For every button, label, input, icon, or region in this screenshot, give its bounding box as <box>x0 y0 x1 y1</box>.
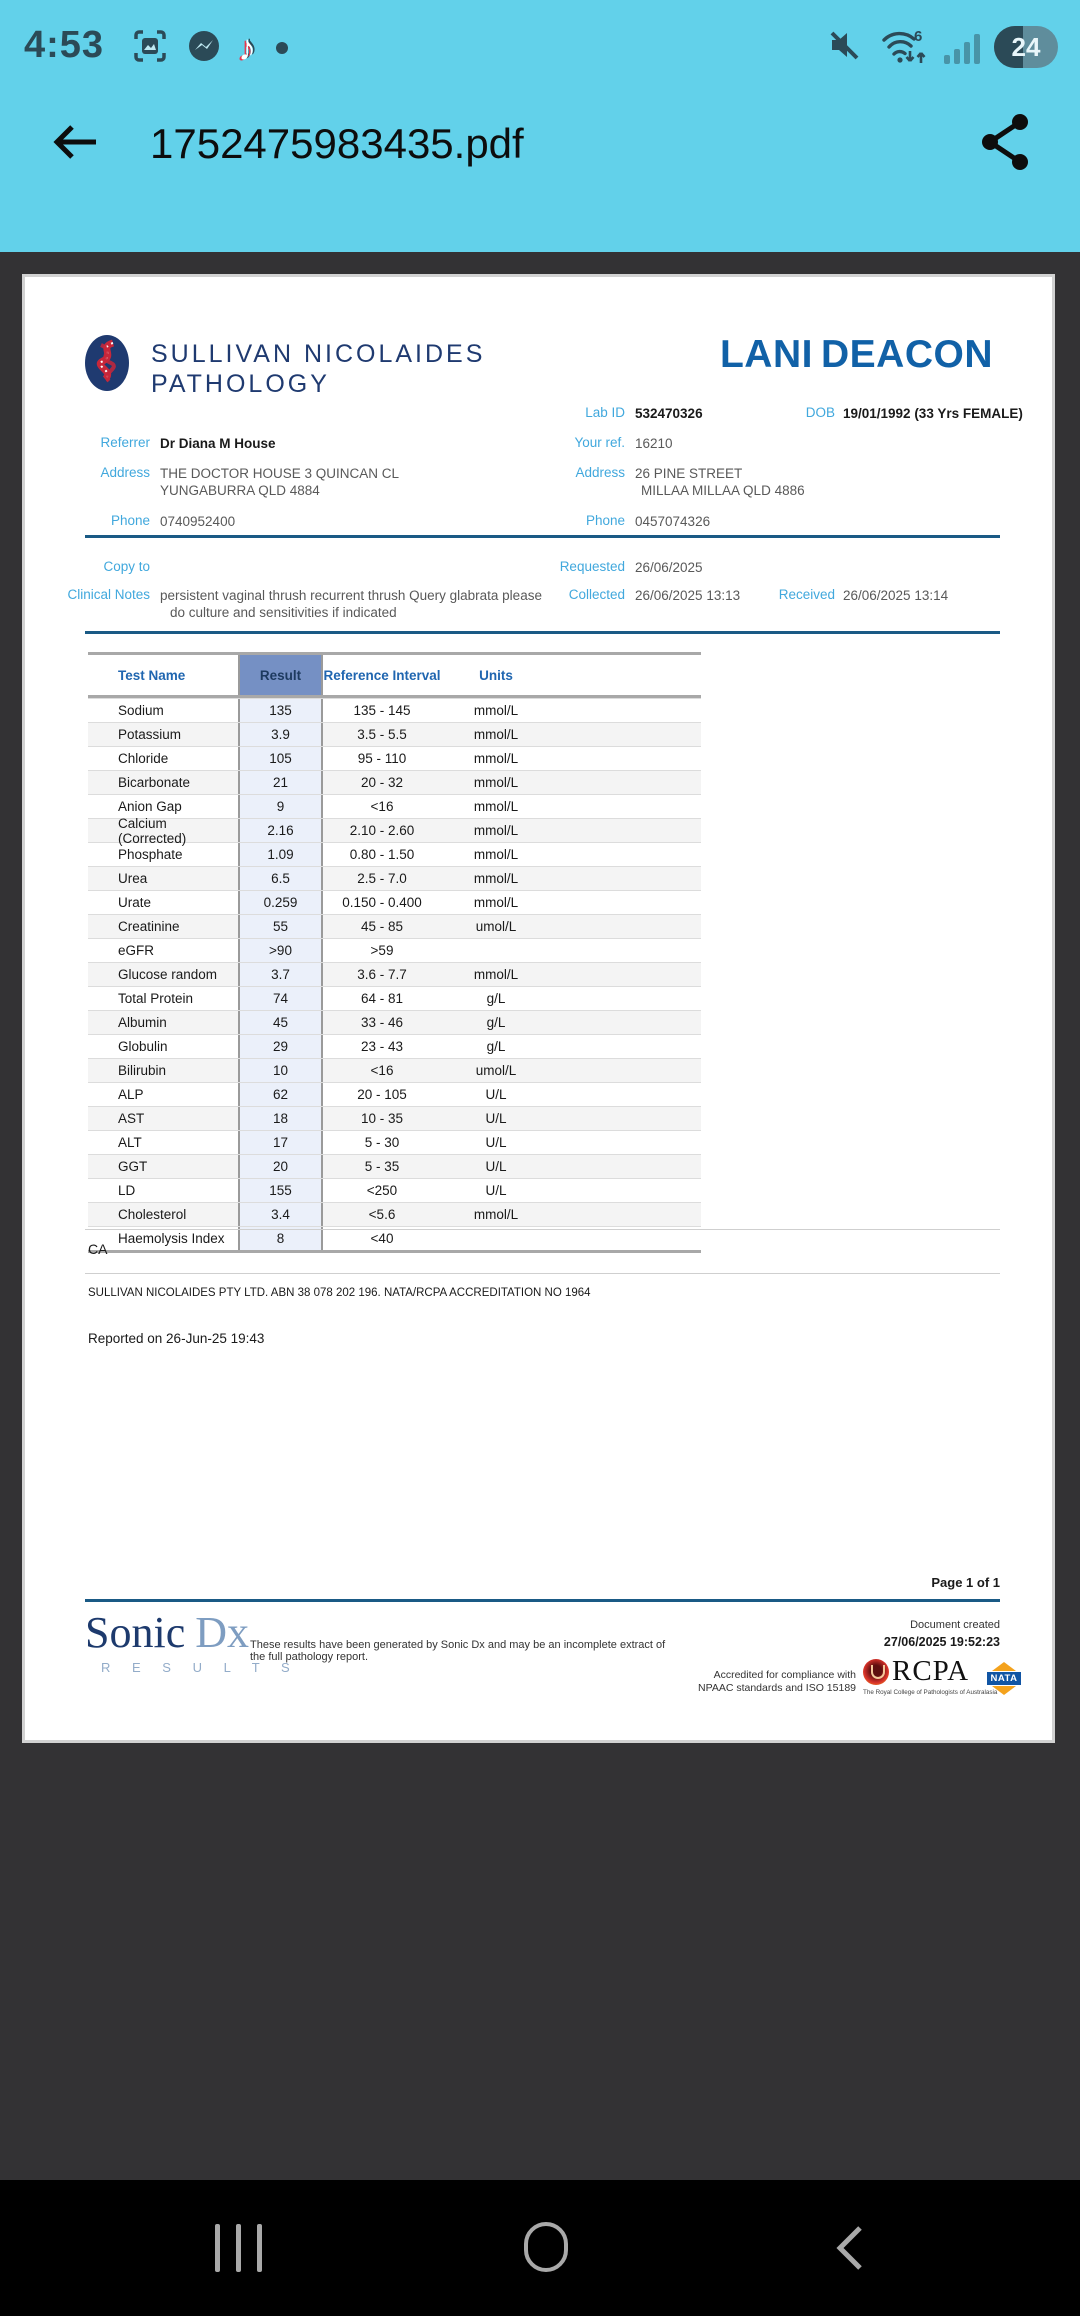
requested-value: 26/06/2025 <box>635 560 703 575</box>
cell-name: LD <box>118 1183 136 1198</box>
lab-name <box>151 335 485 399</box>
cell-ref: >59 <box>370 943 394 958</box>
cell-result: >90 <box>238 939 323 962</box>
cell-units: U/L <box>485 1183 507 1198</box>
battery-icon <box>994 26 1058 68</box>
cell-name: ALT <box>118 1135 142 1150</box>
your-ref-label: Your ref. <box>574 435 625 450</box>
lab-id-value: 532470326 <box>635 406 703 421</box>
notification-icons <box>130 26 288 70</box>
cell-units: U/L <box>485 1135 507 1150</box>
home-button[interactable] <box>524 2222 568 2272</box>
cell-name: Total Protein <box>118 991 194 1006</box>
cell-ref: 20 - 32 <box>360 775 404 790</box>
header-result: Result <box>238 655 323 695</box>
lab-name-line2: PATHOLOGY <box>151 370 330 398</box>
table-row <box>88 746 701 770</box>
footer-disclaimer: These results have been generated by Sonic Dx and may be an incomplete extract of the full pathology report. <box>250 1639 666 1663</box>
cell-ref: 3.5 - 5.5 <box>357 727 407 742</box>
cell-name: Urate <box>118 895 152 910</box>
results-table-body <box>88 698 701 1250</box>
referrer-label: Referrer <box>100 435 150 450</box>
patient-phone-value: 0457074326 <box>635 514 711 529</box>
patient-address-line1: 26 PINE STREET <box>635 466 743 481</box>
table-row <box>88 962 701 986</box>
patient-last-name: DEACON <box>820 333 993 376</box>
referrer-address-line1: THE DOCTOR HOUSE 3 QUINCAN CL <box>160 466 400 481</box>
cell-name: Cholesterol <box>118 1207 187 1222</box>
cell-result: 135 <box>238 699 323 722</box>
nav-back-button[interactable] <box>828 2222 872 2274</box>
android-nav-bar <box>0 2180 1080 2316</box>
cell-name: Haemolysis Index <box>118 1231 225 1246</box>
cell-name: Calcium (Corrected) <box>118 815 187 846</box>
rule-line <box>85 1229 1000 1230</box>
cell-ref: 64 - 81 <box>360 991 404 1006</box>
referrer-address-label: Address <box>100 465 150 480</box>
top-bar-background <box>0 0 1080 252</box>
ca-note: CA <box>88 1241 108 1257</box>
rcpa-subtitle: The Royal College of Pathologists of Australasia <box>863 1689 998 1696</box>
cell-units <box>441 939 551 962</box>
referrer-address-line2: YUNGABURRA QLD 4884 <box>160 483 320 498</box>
cell-result: 6.5 <box>238 867 323 890</box>
table-row <box>88 1154 701 1178</box>
cell-ref: <16 <box>370 799 394 814</box>
results-table-header <box>88 655 701 698</box>
cell-result: 0.259 <box>238 891 323 914</box>
table-row <box>88 1034 701 1058</box>
cell-result: 2.16 <box>238 819 323 842</box>
cell-name: Phosphate <box>118 847 183 862</box>
cell-ref: <250 <box>366 1183 398 1198</box>
table-row <box>88 1130 701 1154</box>
snp-helix-icon <box>85 335 129 391</box>
table-row <box>88 938 701 962</box>
table-row <box>88 770 701 794</box>
cell-name: Chloride <box>118 751 169 766</box>
pdf-page <box>25 277 1052 1740</box>
snp-logo <box>85 335 485 399</box>
table-row <box>88 794 701 818</box>
clock: 4:53 <box>24 24 105 66</box>
header-reference-interval: Reference Interval <box>323 667 441 683</box>
cell-name: Bicarbonate <box>118 775 191 790</box>
cell-units: U/L <box>485 1087 507 1102</box>
cell-units: mmol/L <box>473 727 519 742</box>
your-ref-value: 16210 <box>635 436 673 451</box>
cell-units: umol/L <box>475 1063 517 1078</box>
accreditation-line1: Accredited for compliance with <box>713 1669 856 1681</box>
cell-result: 9 <box>238 795 323 818</box>
cell-name: Urea <box>118 871 148 886</box>
back-button[interactable] <box>48 114 104 170</box>
copy-to-label: Copy to <box>103 559 150 574</box>
cell-result: 1.09 <box>238 843 323 866</box>
cell-units: mmol/L <box>473 1207 519 1222</box>
table-row <box>88 1058 701 1082</box>
requested-label: Requested <box>559 559 625 574</box>
table-row <box>88 1082 701 1106</box>
clinical-notes-line2: do culture and sensitivities if indicated <box>170 605 397 620</box>
cell-result: 3.7 <box>238 963 323 986</box>
cell-units: mmol/L <box>473 847 519 862</box>
cell-result: 45 <box>238 1011 323 1034</box>
lab-id-label: Lab ID <box>585 405 625 420</box>
cell-result: 62 <box>238 1083 323 1106</box>
cell-ref: 95 - 110 <box>357 751 407 766</box>
cell-ref: 0.150 - 0.400 <box>342 895 422 910</box>
table-row <box>88 986 701 1010</box>
table-row <box>88 890 701 914</box>
cell-name: Glucose random <box>118 967 218 982</box>
svg-text:6: 6 <box>914 28 923 45</box>
cell-name: Globulin <box>118 1039 168 1054</box>
created-label: Document created <box>910 1619 1000 1631</box>
cell-result: 3.4 <box>238 1203 323 1226</box>
cell-result: 29 <box>238 1035 323 1058</box>
clinical-notes-line1: persistent vaginal thrush recurrent thrush Query glabrata please <box>160 588 542 603</box>
header-units: Units <box>479 667 513 683</box>
wifi6-icon <box>878 25 930 69</box>
rcpa-wordmark: RCPA <box>892 1655 970 1687</box>
patient-first-name: LANI <box>719 333 813 376</box>
mute-icon <box>824 25 864 70</box>
nata-wordmark: NATA <box>987 1672 1021 1685</box>
cell-units: mmol/L <box>473 775 519 790</box>
notification-dot-icon <box>276 42 288 54</box>
recents-button[interactable] <box>215 2224 262 2272</box>
reported-timestamp: Reported on 26-Jun-25 19:43 <box>88 1331 265 1346</box>
table-row <box>88 842 701 866</box>
nata-logo <box>987 1662 1021 1695</box>
screenshot-icon <box>130 26 170 71</box>
cell-result: 3.9 <box>238 723 323 746</box>
status-bar <box>0 0 1080 92</box>
collected-label: Collected <box>568 587 625 602</box>
cell-ref: 0.80 - 1.50 <box>349 847 415 862</box>
cell-result: 21 <box>238 771 323 794</box>
company-accreditation-line: SULLIVAN NICOLAIDES PTY LTD. ABN 38 078 202 196. NATA/RCPA ACCREDITATION NO 1964 <box>88 1287 591 1299</box>
cell-units: g/L <box>486 1015 506 1030</box>
clinical-notes-label: Clinical Notes <box>67 587 150 602</box>
rule-line <box>85 1273 1000 1274</box>
sonic-word: Sonic <box>85 1608 186 1657</box>
cell-name: Creatinine <box>118 919 180 934</box>
patient-name <box>720 333 993 377</box>
cell-units: mmol/L <box>473 823 519 838</box>
cell-name: Bilirubin <box>118 1063 167 1078</box>
page-number: Page 1 of 1 <box>931 1575 1000 1590</box>
cell-result: 18 <box>238 1107 323 1130</box>
cell-result: 20 <box>238 1155 323 1178</box>
cell-ref: <16 <box>370 1063 394 1078</box>
sonic-results-subtitle: R E S U L T S <box>101 1660 299 1675</box>
patient-address-line2: MILLAA MILLAA QLD 4886 <box>641 483 805 498</box>
table-row <box>88 866 701 890</box>
table-row <box>88 1178 701 1202</box>
cell-name: GGT <box>118 1159 148 1174</box>
battery-percent: 24 <box>1011 31 1041 62</box>
cell-ref: 23 - 43 <box>360 1039 404 1054</box>
cell-result: 10 <box>238 1059 323 1082</box>
cell-ref: 2.5 - 7.0 <box>357 871 407 886</box>
cell-result: 17 <box>238 1131 323 1154</box>
cell-name: Albumin <box>118 1015 167 1030</box>
cell-units: mmol/L <box>473 799 519 814</box>
received-value: 26/06/2025 13:14 <box>843 588 949 603</box>
cell-ref: <40 <box>370 1231 394 1246</box>
cell-units: mmol/L <box>473 871 519 886</box>
referrer-address-value <box>160 465 399 499</box>
rcpa-logo <box>863 1655 998 1696</box>
nata-chevron-down-icon <box>992 1686 1016 1695</box>
patient-phone-label: Phone <box>585 513 625 528</box>
cell-result: 55 <box>238 915 323 938</box>
cell-units: U/L <box>485 1111 507 1126</box>
cell-ref: 135 - 145 <box>353 703 411 718</box>
messenger-icon <box>184 26 224 71</box>
separator-line <box>85 535 1000 538</box>
nata-chevron-up-icon <box>992 1662 1016 1671</box>
cell-units: umol/L <box>475 919 517 934</box>
cell-units: g/L <box>486 1039 506 1054</box>
patient-address-label: Address <box>575 465 625 480</box>
separator-line <box>85 631 1000 634</box>
cell-units: mmol/L <box>473 967 519 982</box>
cell-ref: 20 - 105 <box>357 1087 407 1102</box>
results-table <box>88 652 701 1253</box>
cell-ref: 45 - 85 <box>360 919 404 934</box>
table-row <box>88 815 701 846</box>
table-row <box>88 722 701 746</box>
collected-value: 26/06/2025 13:13 <box>635 588 741 603</box>
cell-ref: 2.10 - 2.60 <box>349 823 415 838</box>
header-test-name: Test Name <box>118 667 186 683</box>
table-row <box>88 698 701 722</box>
tiktok-icon: ♪ <box>238 27 256 68</box>
pdf-scroll-area[interactable] <box>0 252 1080 2180</box>
cell-name: Potassium <box>118 727 182 742</box>
cell-units: mmol/L <box>473 895 519 910</box>
cell-ref: 3.6 - 7.7 <box>357 967 407 982</box>
cell-name: Anion Gap <box>118 799 182 814</box>
cell-name: Sodium <box>118 703 164 718</box>
table-row <box>88 1106 701 1130</box>
accreditation-note <box>698 1669 856 1695</box>
cell-ref: 5 - 35 <box>364 1159 400 1174</box>
dx-word: Dx <box>195 1608 250 1657</box>
referrer-phone-label: Phone <box>110 513 150 528</box>
cell-units: mmol/L <box>473 703 519 718</box>
accreditation-line2: NPAAC standards and ISO 15189 <box>698 1682 856 1694</box>
cell-result: 8 <box>238 1227 323 1250</box>
clinical-notes-value <box>160 587 542 621</box>
created-value: 27/06/2025 19:52:23 <box>883 1635 1000 1649</box>
cell-name: ALP <box>118 1087 144 1102</box>
share-button[interactable] <box>978 112 1034 172</box>
cell-name: AST <box>118 1111 145 1126</box>
table-row <box>88 1202 701 1226</box>
document-created <box>884 1619 1000 1649</box>
cell-units <box>441 1227 551 1250</box>
cell-ref: 33 - 46 <box>360 1015 404 1030</box>
dob-value: 19/01/1992 (33 Yrs FEMALE) <box>843 406 1023 421</box>
received-label: Received <box>778 587 835 602</box>
table-row <box>88 914 701 938</box>
cell-units: mmol/L <box>473 751 519 766</box>
cell-units: U/L <box>485 1159 507 1174</box>
cell-ref: <5.6 <box>368 1207 396 1222</box>
cell-ref: 5 - 30 <box>364 1135 400 1150</box>
document-title: 1752475983435.pdf <box>150 120 524 167</box>
signal-bars-icon <box>944 30 980 64</box>
referrer-phone-value: 0740952400 <box>160 514 236 529</box>
cell-result: 105 <box>238 747 323 770</box>
cell-result: 155 <box>238 1179 323 1202</box>
cell-units: g/L <box>486 991 506 1006</box>
referrer-value: Dr Diana M House <box>160 436 276 451</box>
system-icons <box>824 22 1058 72</box>
patient-address-value <box>635 465 805 499</box>
cell-ref: 10 - 35 <box>360 1111 404 1126</box>
table-row <box>88 1010 701 1034</box>
app-bar <box>0 92 1080 242</box>
dob-label: DOB <box>805 405 835 420</box>
lab-name-line1: SULLIVAN NICOLAIDES <box>151 340 486 368</box>
cell-name: eGFR <box>118 943 155 958</box>
rcpa-icon <box>863 1659 889 1685</box>
footer-separator-line <box>85 1599 1000 1602</box>
cell-result: 74 <box>238 987 323 1010</box>
